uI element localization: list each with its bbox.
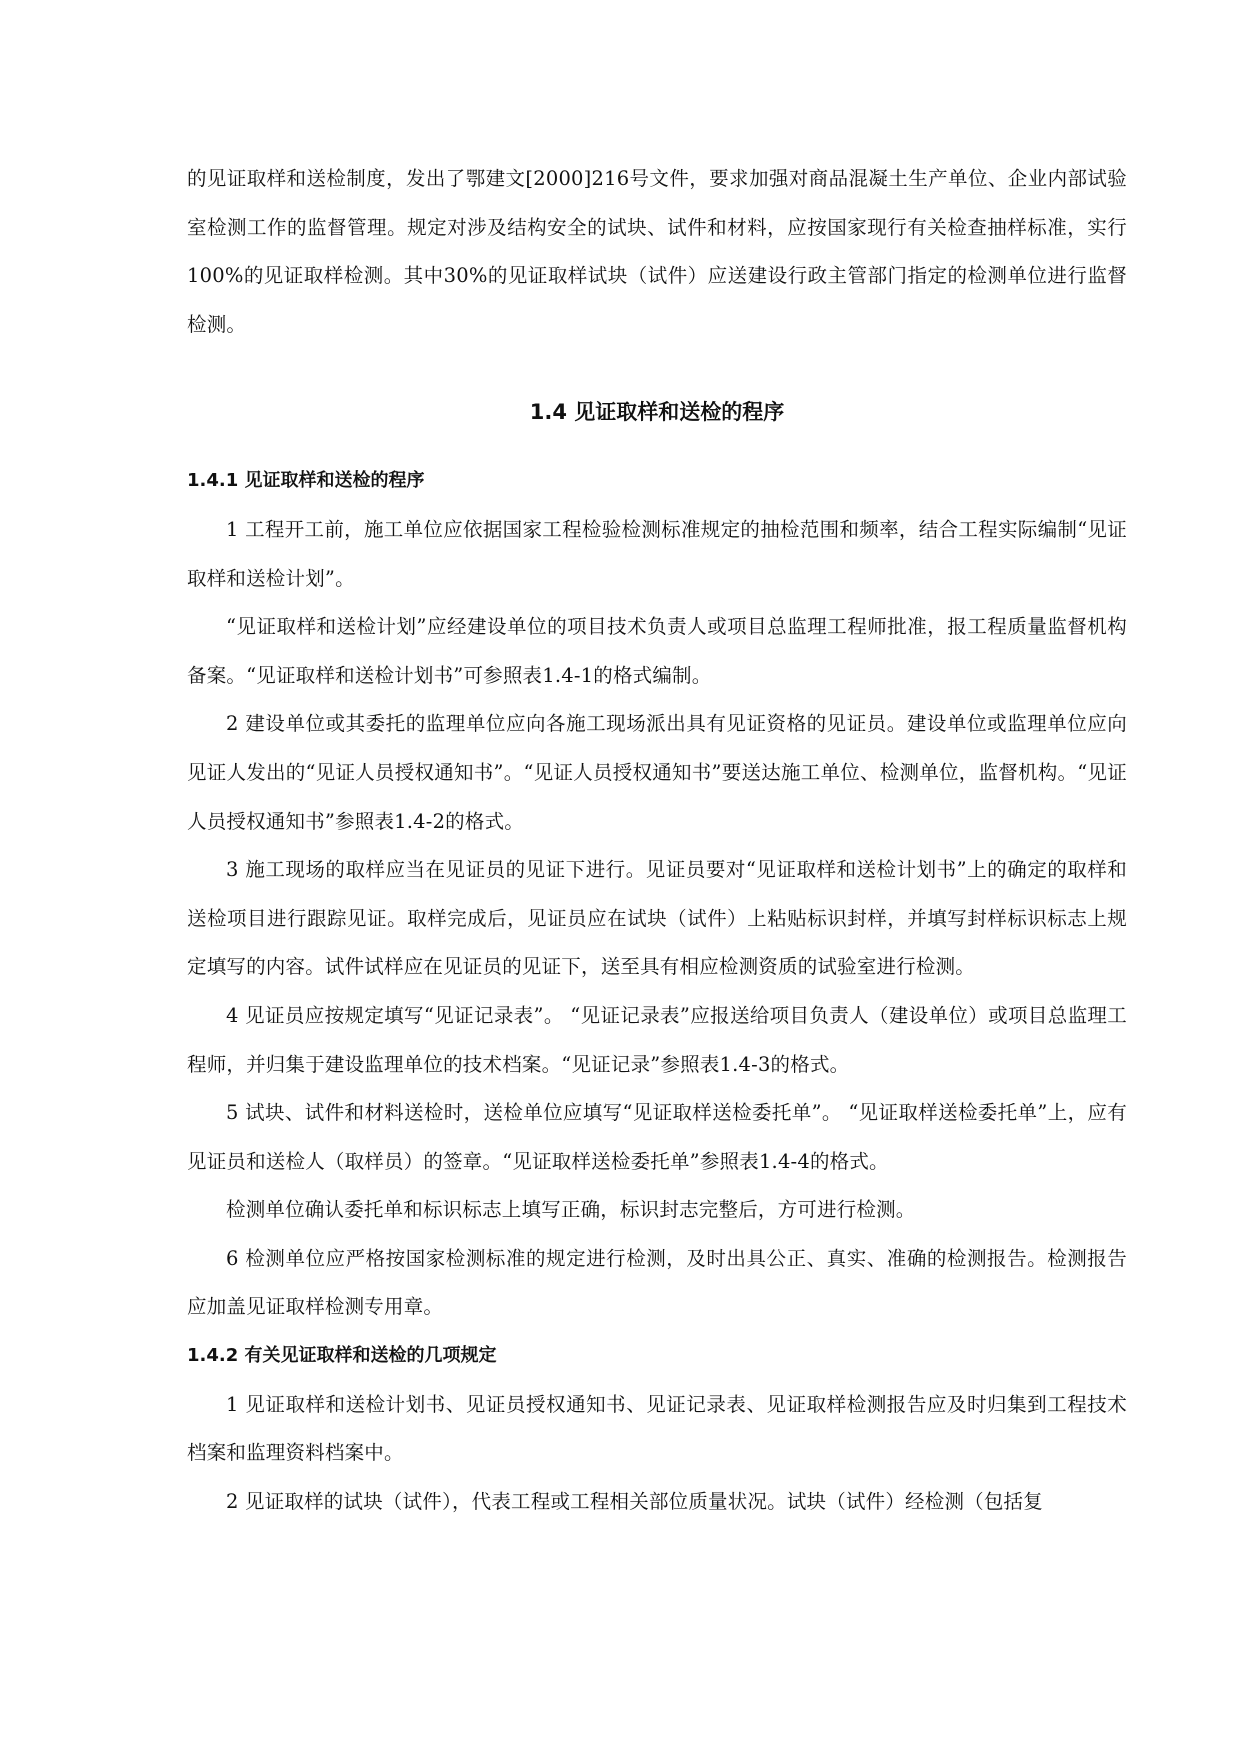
paragraph-item-1: 1 工程开工前，施工单位应依据国家工程检验检测标准规定的抽检范围和频率，结合工程实际编制“见证取样和送检计划”。	[187, 517, 1127, 590]
paragraph-item-2: 2 建设单位或其委托的监理单位应向各施工现场派出具有见证资格的见证员。建设单位或监理单位应向见证人发出的“见证人员授权通知书”。“见证人员授权通知书”要送达施工单位、检测单位，监督机构。“见证人员授权通知书”参照表1.4-2的格式。	[187, 712, 1127, 833]
paragraph-item-3: 3 施工现场的取样应当在见证员的见证下进行。见证员要对“见证取样和送检计划书”上的确定的取样和送检项目进行跟踪见证。取样完成后，见证员应在试块（试件）上粘贴标识封样，并填写封样标识标志上规定填写的内容。试件试样应在见证员的见证下，送至具有相应检测资质的试验室进行检测。	[187, 858, 1127, 979]
subsection-heading-1-4-1: 1.4.1 见证取样和送检的程序	[187, 470, 425, 492]
intro-paragraph: 的见证取样和送检制度，发出了鄂建文[2000]216号文件，要求加强对商品混凝土生产单位、企业内部试验室检测工作的监督管理。规定对涉及结构安全的试块、试件和材料，应按国家现行有关检查抽样标准，实行100%的见证取样检测。其中30%的见证取样试块（试件）应送建设行政主管部门指定的检测单位进行监督检测。	[187, 167, 1127, 336]
paragraph-confirmation: 检测单位确认委托单和标识标志上填写正确，标识封志完整后，方可进行检测。	[226, 1198, 916, 1222]
paragraph-plan-approval: “见证取样和送检计划”应经建设单位的项目技术负责人或项目总监理工程师批准，报工程质量监督机构备案。“见证取样和送检计划书”可参照表1.4-1的格式编制。	[187, 615, 1127, 687]
paragraph-item-5: 5 试块、试件和材料送检时，送检单位应填写“见证取样送检委托单”。 “见证取样送检委托单”上，应有见证员和送检人（取样员）的签章。“见证取样送检委托单”参照表1.4-4的格式。	[187, 1101, 1127, 1173]
paragraph-rule-2: 2 见证取样的试块（试件），代表工程或工程相关部位质量状况。试块（试件）经检测（包括复	[226, 1489, 1043, 1513]
paragraph-rule-1: 1 见证取样和送检计划书、见证员授权通知书、见证记录表、见证取样检测报告应及时归集到工程技术档案和监理资料档案中。	[187, 1392, 1127, 1465]
paragraph-item-6: 6 检测单位应严格按国家检测标准的规定进行检测，及时出具公正、真实、准确的检测报告。检测报告应加盖见证取样检测专用章。	[187, 1246, 1127, 1319]
subsection-heading-1-4-2: 1.4.2 有关见证取样和送检的几项规定	[187, 1345, 497, 1367]
paragraph-item-4: 4 见证员应按规定填写“见证记录表”。 “见证记录表”应报送给项目负责人（建设单位）或项目总监理工程师，并归集于建设监理单位的技术档案。“见证记录”参照表1.4-3的格式。	[187, 1003, 1127, 1076]
section-title: 1.4 见证取样和送检的程序	[529, 400, 785, 425]
document-page	[187, 155, 1127, 1526]
